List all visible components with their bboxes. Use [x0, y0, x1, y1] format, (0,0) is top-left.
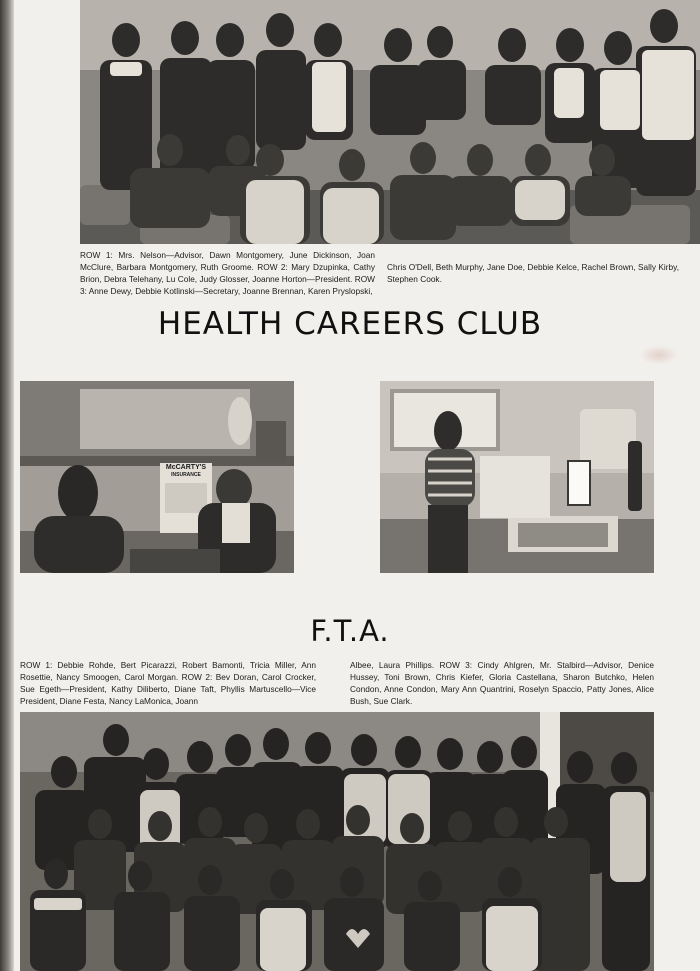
- health-careers-caption-right: Chris O'Dell, Beth Murphy, Jane Doe, Debbie Kelce, Rachel Brown, Sally Kirby, Stephen Cook.: [387, 262, 679, 284]
- fta-group-photo: [20, 712, 654, 971]
- sign-subtitle: INSURANCE: [171, 472, 201, 478]
- fta-caption-right: Albee, Laura Phillips. ROW 3: Cindy Ahlgren, Mr. Stalbird—Advisor, Denice Hussey, Toni Brown, Chris Kiefer, Gloria Castellana, Sharon Butchko, Helen Condon, Anne Condon, Mary Ann Quantrini, Roselyn Spaccio, Patty Jones, Alice Bush, Sue Clark.: [350, 660, 654, 706]
- health-careers-group-photo: [80, 0, 700, 244]
- office-candid-photo: [20, 381, 294, 573]
- book-binding-shadow: [0, 0, 14, 971]
- sign-title: McCARTY'S: [165, 464, 207, 471]
- lab-candid-photo: [380, 381, 654, 573]
- page-stain: [640, 345, 678, 365]
- health-careers-club-heading: HEALTH CAREERS CLUB: [157, 306, 543, 342]
- fta-heading: F.T.A.: [310, 614, 390, 648]
- health-careers-caption-left: ROW 1: Mrs. Nelson—Advisor, Dawn Montgomery, June Dickinson, Joan McClure, Barbara Montgomery, Ruth Groome. ROW 2: Mary Dzupinka, Cathy Brion, Debra Telehany, Lu Cole, Judy Glosser, Joanne Horton—President. ROW 3: Anne Dewy, Debbie Kotlinski—Secretary, Joanne Brennan, Karen Pryslopski,: [80, 250, 375, 296]
- mccartys-sign: [160, 464, 212, 478]
- fta-caption-left: ROW 1: Debbie Rohde, Bert Picarazzi, Robert Bamonti, Tricia Miller, Ann Rosettie, Nancy Smoogen, Carol Morgan. ROW 2: Bev Doran, Carol Crocker, Sue Egeth—President, Kathy Diliberto, Diane Taft, Phyllis Martuscello—Vice President, Diane Festa, Nancy LaMonica, Joann: [20, 660, 316, 706]
